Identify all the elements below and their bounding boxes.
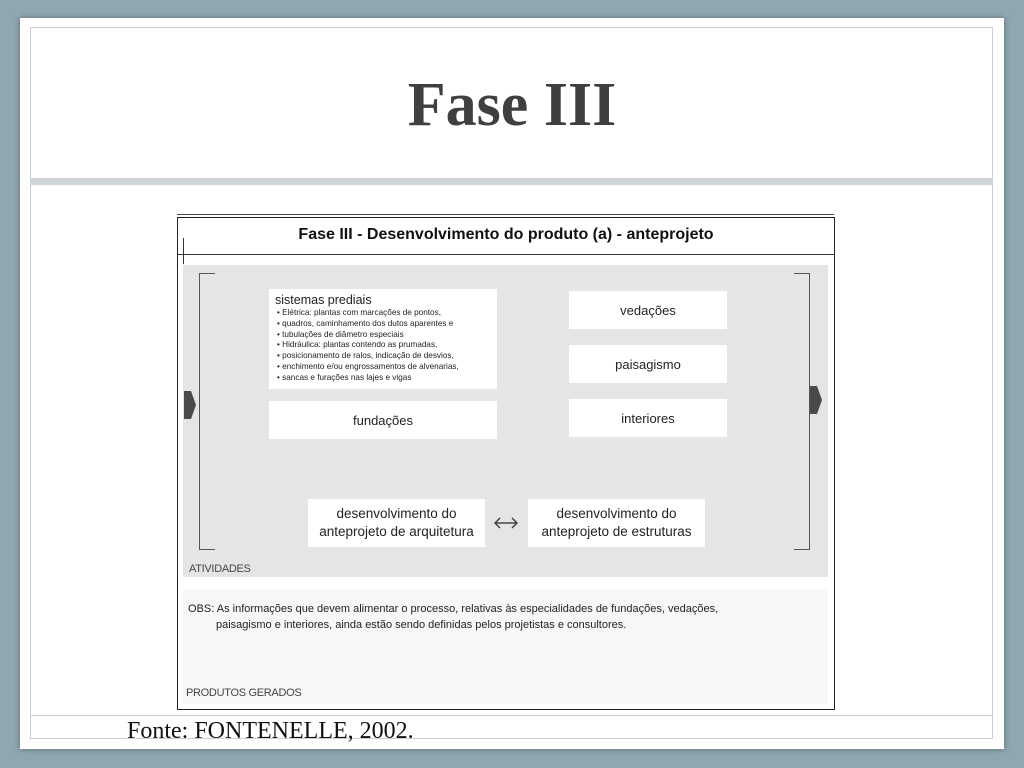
arquitetura-box — [308, 499, 485, 547]
fundacoes-box: fundações — [269, 401, 497, 439]
phase-diagram — [177, 217, 835, 710]
title-divider — [30, 178, 993, 185]
list-item: • Elétrica: plantas com marcações de pontos, — [275, 308, 491, 319]
sistemas-prediais-box — [269, 289, 497, 389]
estruturas-line1: desenvolvimento do — [556, 506, 677, 521]
list-item: • Hidráulica: plantas contendo as prumadas, — [275, 340, 491, 351]
diagram-top-rule — [177, 214, 834, 215]
footer-divider — [30, 715, 993, 716]
slide — [20, 18, 1004, 749]
estruturas-line2: anteprojeto de estruturas — [541, 524, 692, 539]
input-arrow-icon — [184, 391, 196, 419]
source-citation: Fonte: FONTENELLE, 2002. — [127, 718, 414, 744]
list-item: • sancas e furações nas lajes e vigas — [275, 373, 491, 384]
slide-title: Fase III — [407, 71, 617, 139]
observation-note — [188, 601, 818, 633]
activities-panel — [183, 265, 828, 577]
paisagismo-box: paisagismo — [569, 345, 727, 383]
interiores-box: interiores — [569, 399, 727, 437]
output-arrow-icon — [810, 386, 822, 414]
right-bracket — [794, 273, 810, 550]
list-item: • enchimento e/ou engrossamentos de alvenarias, — [275, 362, 491, 373]
obs-line2: paisagismo e interiores, ainda estão sendo definidas pelos projetistas e consultores. — [216, 619, 627, 631]
double-arrow-icon — [492, 517, 520, 529]
corner-tick — [183, 238, 184, 264]
list-item: • quadros, caminhamento dos dutos aparentes e — [275, 319, 491, 330]
sistemas-prediais-title: sistemas prediais — [275, 293, 372, 307]
left-bracket — [199, 273, 215, 550]
arquitetura-line1: desenvolvimento do — [336, 506, 457, 521]
diagram-title-rule — [178, 254, 834, 255]
vedacoes-box: vedações — [569, 291, 727, 329]
arquitetura-line2: anteprojeto de arquitetura — [319, 524, 474, 539]
estruturas-box — [528, 499, 705, 547]
atividades-label: ATIVIDADES — [189, 563, 251, 575]
produtos-gerados-label: PRODUTOS GERADOS — [186, 687, 302, 699]
sistemas-prediais-list — [275, 308, 491, 384]
diagram-title: Fase III - Desenvolvimento do produto (a) - anteprojeto — [298, 226, 714, 243]
list-item: • tubulações de diâmetro especiais — [275, 330, 491, 341]
obs-line1: OBS: As informações que devem alimentar o processo, relativas às especialidades de fundações, vedações, — [188, 603, 719, 615]
list-item: • posicionamento de ralos, indicação de desvios, — [275, 351, 491, 362]
